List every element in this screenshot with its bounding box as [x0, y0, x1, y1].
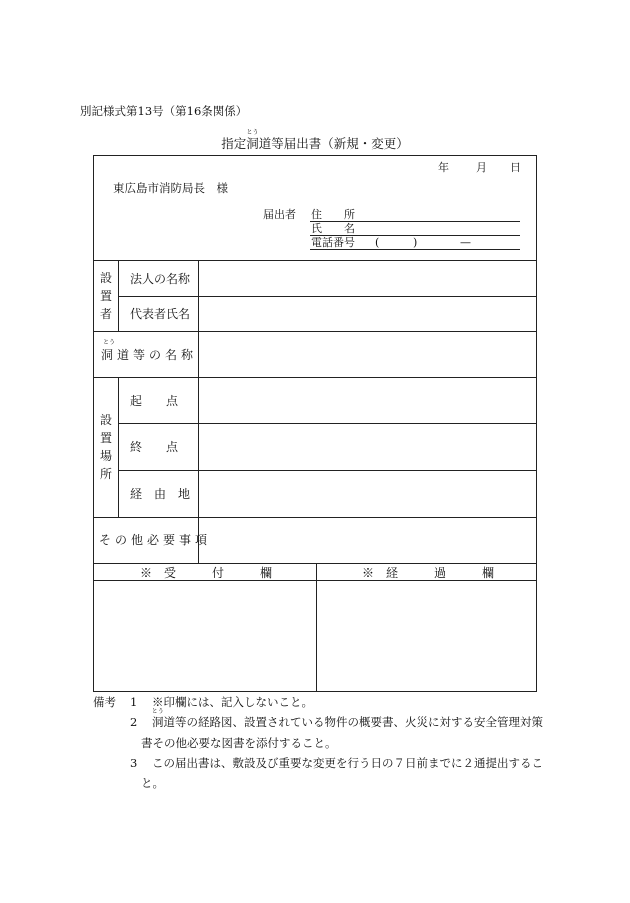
row-divider	[93, 331, 537, 332]
note-3-number: 3	[130, 756, 138, 770]
note-3-line2: と。	[141, 776, 164, 790]
tunnel-name-label	[101, 339, 198, 362]
row-divider	[93, 377, 537, 378]
phone-line[interactable]	[310, 249, 520, 250]
phone-open-paren: (	[375, 236, 380, 249]
rep-name-label: 代表者氏名	[130, 307, 191, 321]
note-2-ruby-group	[151, 708, 164, 729]
applicant-label: 届出者	[263, 208, 296, 221]
note-2-number: 2	[130, 715, 138, 729]
note-3-line1: この届出書は、敷設及び重要な変更を行う日の７日前までに２通提出するこ	[152, 756, 543, 770]
row-divider	[93, 580, 537, 581]
end-point-label: 終 点	[130, 440, 179, 454]
location-group-label: 設置場所	[99, 413, 112, 481]
reception-header: ※ 受 付 欄	[140, 566, 273, 580]
tunnel-ruby: とう	[102, 339, 116, 346]
progress-header: ※ 経 過 欄	[362, 566, 495, 580]
tunnel-name-rest: 道等の名称	[117, 348, 198, 362]
phone-label: 電話番号	[311, 236, 355, 249]
installer-group-label: 設置者	[99, 271, 112, 321]
row-divider	[118, 296, 537, 297]
address-label: 住 所	[311, 208, 355, 221]
tunnel-ruby-base: 洞	[101, 348, 118, 362]
col-divider	[118, 377, 119, 517]
note-2-line1-text: 道等の経路図、設置されている物件の概要書、火災に対する安全管理対策	[163, 715, 543, 729]
note-1-number: 1	[130, 695, 138, 709]
phone-dash: —	[460, 236, 471, 249]
start-point-label: 起 点	[130, 394, 179, 408]
name-label: 氏 名	[311, 222, 355, 235]
title-ruby: とう	[246, 129, 259, 136]
document-title	[0, 129, 630, 151]
corp-name-label: 法人の名称	[130, 272, 191, 286]
col-divider	[316, 563, 317, 692]
note-1-text: ※印欄には、記入しないこと。	[152, 695, 313, 709]
note-2-ruby-base: 洞	[152, 715, 164, 729]
form-number: 別記様式第13号（第16条関係）	[80, 104, 248, 118]
note-2-line1	[151, 708, 543, 729]
note-2-line2: 書その他必要な図書を添付すること。	[141, 736, 337, 750]
title-suffix: 道等届出書（新規・変更）	[258, 136, 409, 151]
other-items-label: その他必要事項	[99, 533, 212, 547]
notes-heading: 備考	[93, 695, 116, 709]
col-divider	[198, 260, 199, 563]
date-month: 月	[476, 161, 487, 174]
note-2-ruby: とう	[151, 708, 164, 715]
row-divider	[93, 517, 537, 518]
row-divider	[93, 260, 537, 261]
row-divider	[118, 423, 537, 424]
col-divider	[118, 260, 119, 331]
via-point-label: 経 由 地	[130, 487, 191, 501]
date-day: 日	[510, 161, 521, 174]
tunnel-ruby-group	[101, 339, 118, 362]
addressee: 東広島市消防局長 様	[113, 181, 228, 195]
phone-close-paren: )	[413, 236, 418, 249]
title-ruby-base: 洞	[246, 136, 259, 151]
date-year: 年	[438, 161, 449, 174]
title-prefix: 指定	[221, 136, 247, 151]
row-divider	[93, 563, 537, 564]
title-ruby-group	[246, 129, 259, 151]
row-divider	[118, 470, 537, 471]
